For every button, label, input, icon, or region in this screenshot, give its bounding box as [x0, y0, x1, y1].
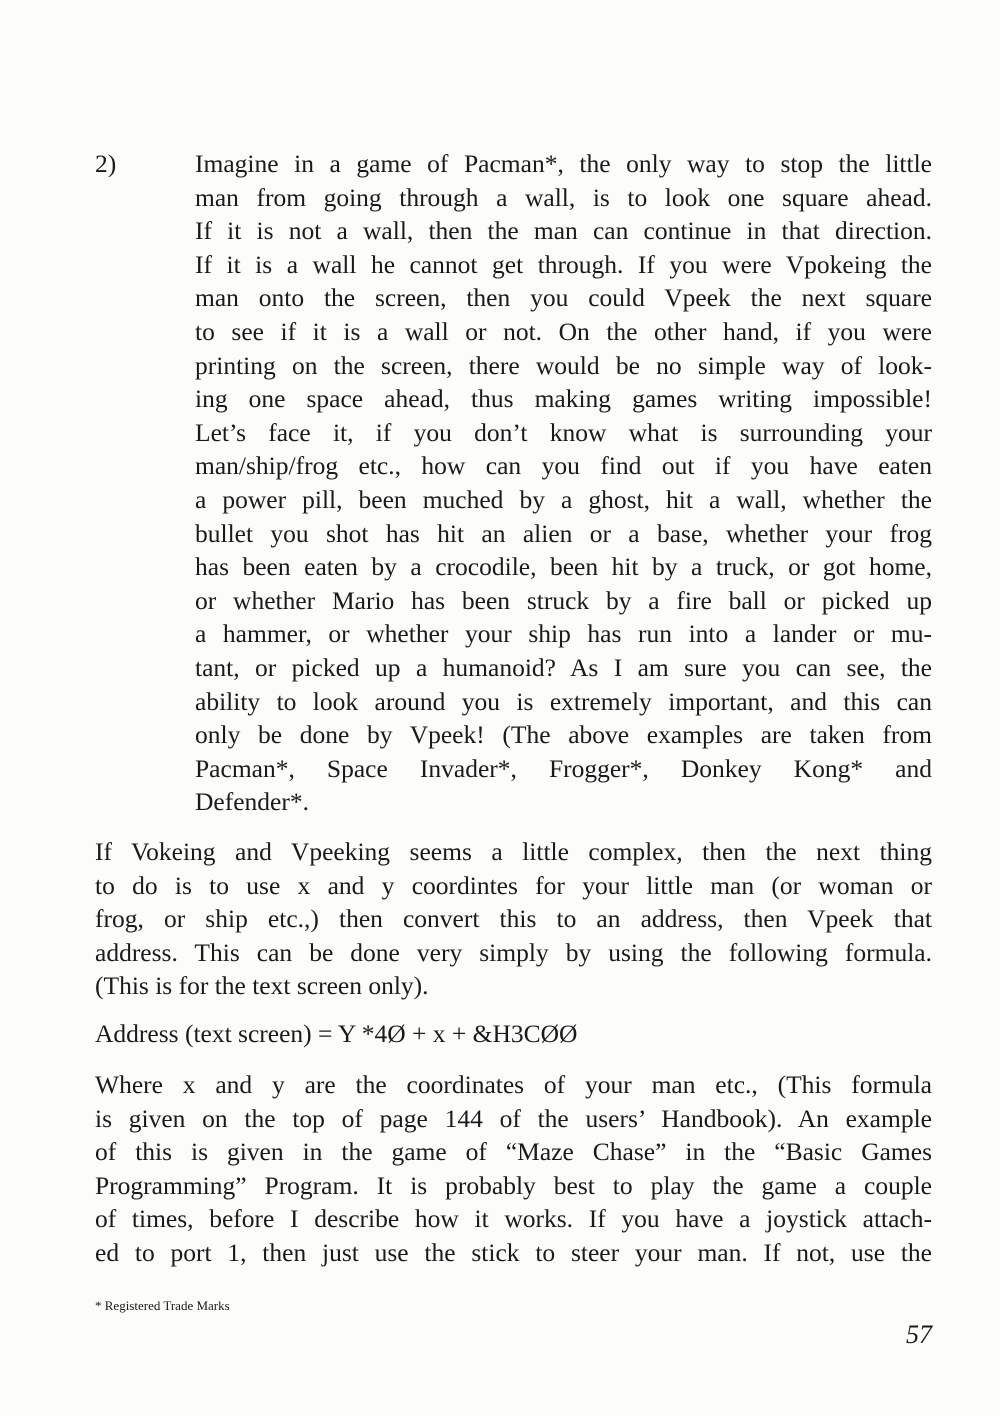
text-line: of times, before I describe how it works. If you have a joystick attach-	[95, 1204, 932, 1234]
text-line: (This is for the text screen only).	[95, 971, 429, 1001]
footnote: * Registered Trade Marks	[95, 1298, 230, 1313]
list-item-text	[195, 147, 932, 819]
text-line: only be done by Vpeek! (The above examples are taken from	[195, 720, 932, 750]
text-line: man/ship/frog etc., how can you find out if you have eaten	[195, 451, 932, 481]
text-line: Programming” Program. It is probably best to play the game a couple	[95, 1170, 932, 1200]
text-line: man from going through a wall, is to look one square ahead.	[195, 182, 932, 212]
text-line: a hammer, or whether your ship has run into a lander or mu-	[195, 619, 932, 649]
text-line: tant, or picked up a humanoid? As I am sure you can see, the	[195, 652, 932, 682]
list-item-number: 2)	[95, 149, 117, 178]
text-line: printing on the screen, there would be no simple way of look-	[195, 350, 932, 380]
text-line: has been eaten by a crocodile, been hit by a truck, or got home,	[195, 552, 932, 582]
text-line: to see if it is a wall or not. On the other hand, if you were	[195, 316, 932, 346]
text-line: is given on the top of page 144 of the users’ Handbook). An example	[95, 1103, 932, 1133]
text-line: to do is to use x and y coordintes for your little man (or woman or	[95, 870, 932, 900]
text-line: ed to port 1, then just use the stick to steer your man. If not, use the	[95, 1237, 932, 1267]
paragraph-vpeek-coordinates	[95, 835, 932, 1003]
paragraph-maze-chase	[95, 1068, 932, 1270]
page-number: 57	[906, 1320, 932, 1349]
text-line: If Vokeing and Vpeeking seems a little complex, then the next thing	[95, 837, 932, 866]
text-line: ability to look around you is extremely important, and this can	[195, 686, 932, 716]
text-line: address. This can be done very simply by using the following formula.	[95, 937, 932, 967]
text-line: Where x and y are the coordinates of your man etc., (This formula	[95, 1070, 932, 1099]
text-line: of this is given in the game of “Maze Chase” in the “Basic Games	[95, 1137, 932, 1167]
text-line: Defender*.	[195, 787, 309, 817]
text-line: Imagine in a game of Pacman*, the only way to stop the little	[195, 149, 932, 178]
text-line: a power pill, been muched by a ghost, hit a wall, whether the	[195, 484, 932, 514]
text-line: ing one space ahead, thus making games writing impossible!	[195, 384, 932, 414]
address-formula: Address (text screen) = Y *4Ø + x + &H3CØØ	[95, 1019, 578, 1048]
text-line: If it is a wall he cannot get through. If you were Vpokeing the	[195, 249, 932, 279]
text-line: man onto the screen, then you could Vpeek the next square	[195, 283, 932, 313]
text-line: frog, or ship etc.,) then convert this to an address, then Vpeek that	[95, 904, 932, 934]
text-line: or whether Mario has been struck by a fire ball or picked up	[195, 585, 932, 615]
text-line: Pacman*, Space Invader*, Frogger*, Donkey Kong* and	[195, 753, 932, 783]
text-line: bullet you shot has hit an alien or a base, whether your frog	[195, 518, 932, 548]
text-line: Let’s face it, if you don’t know what is surrounding your	[195, 417, 932, 447]
text-line: If it is not a wall, then the man can continue in that direction.	[195, 216, 932, 246]
